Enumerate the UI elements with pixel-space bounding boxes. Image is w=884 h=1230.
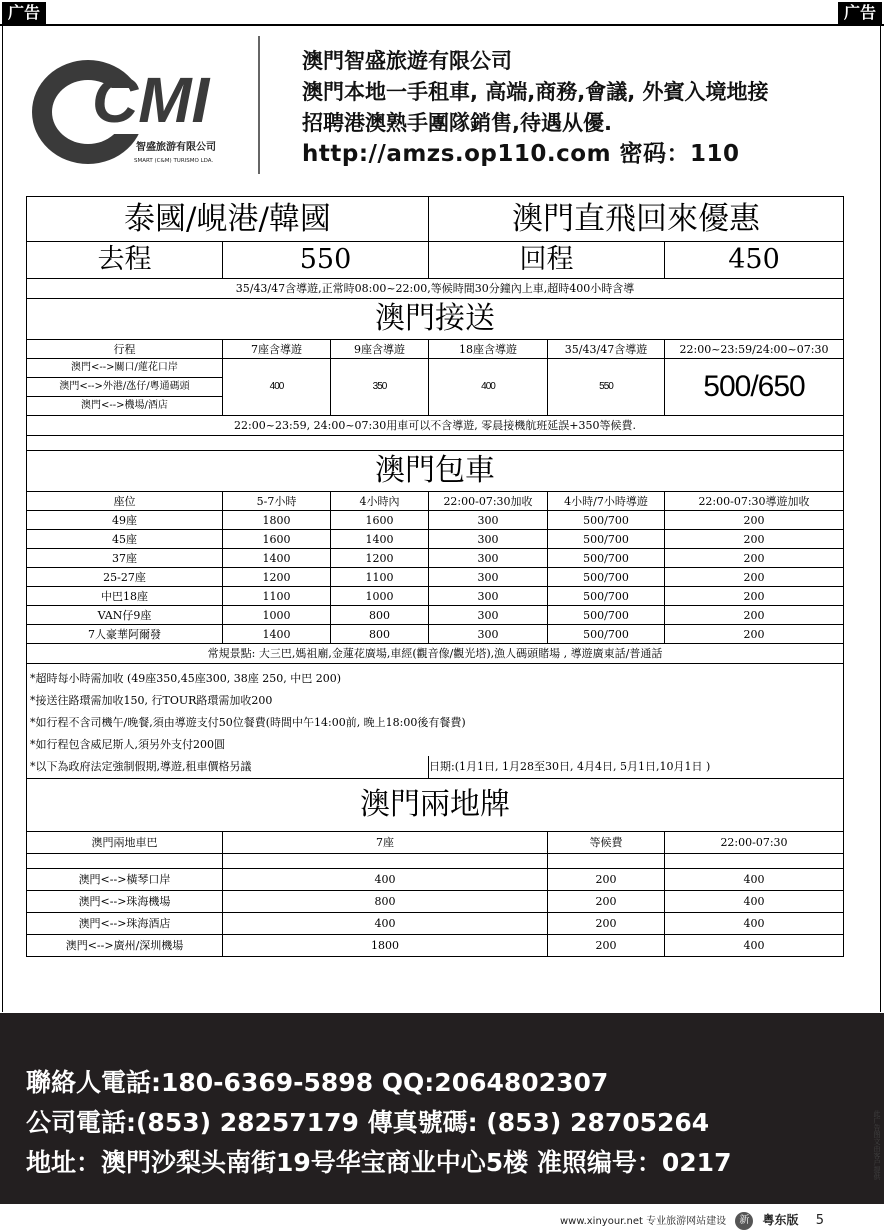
table-cell: 500/700 — [548, 625, 665, 644]
contact-phone: 聯絡人電話:180-6369-5898 QQ:2064802307 — [26, 1068, 609, 1097]
logo-company-cn: 智盛旅游有限公司 — [136, 142, 216, 153]
table-cell: 400 — [665, 891, 844, 913]
side-note: 此广告图文由客户提供 — [873, 1110, 881, 1180]
table-cell: 澳門<-->珠海酒店 — [27, 913, 223, 935]
charter-rule: *接送往路環需加收150, 行TOUR路環需加收200 — [27, 690, 844, 712]
table-cell: 300 — [429, 568, 548, 587]
transfer-price: 400 — [429, 359, 548, 416]
company-phone-fax: 公司電話:(853) 28257179 傳真號碼: (853) 28705264 — [26, 1108, 710, 1137]
transfer-route: 澳門<-->機場/酒店 — [27, 397, 223, 416]
table-cell: 500/700 — [548, 511, 665, 530]
transfer-header: 7座含導遊 — [223, 340, 331, 359]
blank-row — [27, 436, 844, 451]
charter-header: 4小時內 — [331, 492, 429, 511]
table-cell: 澳門<-->橫琴口岸 — [27, 869, 223, 891]
table-cell: VAN仔9座 — [27, 606, 223, 625]
transfer-price: 550 — [548, 359, 665, 416]
table-cell: 25-27座 — [27, 568, 223, 587]
charter-rule: *超時每小時需加收 (49座350,45座300, 38座 250, 中巴 200) — [27, 664, 844, 691]
table-cell: 200 — [548, 935, 665, 957]
back-label: 回程 — [429, 242, 665, 279]
table-cell: 45座 — [27, 530, 223, 549]
table-cell: 1800 — [223, 935, 548, 957]
table-cell: 1000 — [331, 587, 429, 606]
table-cell: 400 — [223, 869, 548, 891]
contact-block — [26, 1063, 731, 1183]
blank-cell — [223, 854, 548, 869]
footer-site[interactable]: www.xinyour.net 专业旅游网站建设 — [559, 1216, 727, 1227]
twoplate-header: 澳門兩地車巴 — [27, 832, 223, 854]
table-cell: 300 — [429, 587, 548, 606]
table-cell: 500/700 — [548, 549, 665, 568]
table-cell: 澳門<-->廣州/深圳機場 — [27, 935, 223, 957]
transfer-price: 350 — [331, 359, 429, 416]
transfer-price: 400 — [223, 359, 331, 416]
ad-tag-right: 广告 — [838, 2, 882, 24]
table-cell: 500/700 — [548, 606, 665, 625]
table-cell: 1200 — [331, 549, 429, 568]
table-cell: 800 — [223, 891, 548, 913]
table-cell: 1800 — [223, 511, 331, 530]
table-cell: 200 — [665, 568, 844, 587]
table-cell: 300 — [429, 625, 548, 644]
charter-header: 座位 — [27, 492, 223, 511]
table-cell: 300 — [429, 549, 548, 568]
table-cell: 1600 — [331, 511, 429, 530]
company-address: 地址：澳門沙梨头南街19号华宝商业中心5楼 准照编号：0217 — [26, 1148, 732, 1177]
flight-note: 35/43/47含導遊,正常時08:00~22:00,等候時間30分鐘內上車,超時400小時含導 — [27, 279, 844, 299]
table-cell: 200 — [665, 606, 844, 625]
charter-spots: 常規景點: 大三巴,媽祖廟,金蓮花廣場,車經(觀音像/觀光塔),漁人碼頭賭場 , 導遊廣東話/普通話 — [27, 644, 844, 664]
blank-cell — [548, 854, 665, 869]
table-cell: 49座 — [27, 511, 223, 530]
table-cell: 200 — [665, 587, 844, 606]
edition-label: 粤东版 — [762, 1213, 799, 1227]
table-cell: 澳門<-->珠海機場 — [27, 891, 223, 913]
twoplate-header: 等候費 — [548, 832, 665, 854]
logo-initials: CMI — [92, 64, 210, 136]
table-cell: 400 — [665, 869, 844, 891]
charter-rule: *如行程包含威尼斯人,須另外支付200圓 — [27, 734, 844, 756]
charter-header: 5-7小時 — [223, 492, 331, 511]
blank-cell — [665, 854, 844, 869]
go-price: 550 — [223, 242, 429, 279]
table-cell: 200 — [665, 549, 844, 568]
transfer-header: 35/43/47含導遊 — [548, 340, 665, 359]
transfer-route: 澳門<-->關口/蓮花口岸 — [27, 359, 223, 378]
table-cell: 200 — [548, 913, 665, 935]
charter-title: 澳門包車 — [27, 451, 844, 492]
table-cell: 37座 — [27, 549, 223, 568]
table-cell: 1600 — [223, 530, 331, 549]
table-cell: 300 — [429, 530, 548, 549]
charter-header: 22:00-07:30導遊加收 — [665, 492, 844, 511]
table-cell: 400 — [665, 913, 844, 935]
table-cell: 400 — [665, 935, 844, 957]
holiday-dates: 日期:(1月1日, 1月28至30日, 4月4日, 5月1日,10月1日 ) — [429, 756, 844, 779]
charter-header: 4小時/7小時導遊 — [548, 492, 665, 511]
table-cell: 中巴18座 — [27, 587, 223, 606]
transfer-note: 22:00~23:59, 24:00~07:30用車可以不含導遊, 零晨接機航班延誤+350等候費. — [27, 416, 844, 436]
ad-tag-left: 广告 — [2, 2, 46, 24]
table-cell: 200 — [665, 625, 844, 644]
charter-header: 22:00-07:30加收 — [429, 492, 548, 511]
table-cell: 300 — [429, 511, 548, 530]
charter-rule: *以下為政府法定強制假期,導遊,租車價格另議 — [27, 756, 429, 779]
flight-title-right: 澳門直飛回來優惠 — [429, 197, 844, 242]
company-services: 澳門本地一手租車, 高端,商務,會議, 外賓入境地接 — [302, 80, 769, 104]
table-cell: 500/700 — [548, 530, 665, 549]
blank-cell — [27, 854, 223, 869]
table-cell: 500/700 — [548, 568, 665, 587]
twoplate-header: 22:00-07:30 — [665, 832, 844, 854]
table-cell: 1200 — [223, 568, 331, 587]
table-cell: 1400 — [223, 625, 331, 644]
page-footer — [560, 1211, 824, 1230]
table-cell: 200 — [665, 511, 844, 530]
transfer-route: 澳門<-->外港/氹仔/粵通碼頭 — [27, 378, 223, 397]
table-cell: 800 — [331, 606, 429, 625]
table-cell: 7人豪華阿爾發 — [27, 625, 223, 644]
company-header — [302, 46, 769, 170]
company-url[interactable]: http://amzs.op110.com 密码：110 — [302, 141, 740, 167]
table-cell: 500/700 — [548, 587, 665, 606]
table-cell: 200 — [548, 891, 665, 913]
table-cell: 1100 — [331, 568, 429, 587]
table-cell: 1400 — [223, 549, 331, 568]
transfer-title: 澳門接送 — [27, 299, 844, 340]
stamp-icon: 新 — [735, 1212, 753, 1230]
table-cell: 200 — [548, 869, 665, 891]
company-logo — [26, 42, 256, 174]
logo-company-en: SMART (C&M) TURISMO LDA. — [134, 158, 214, 164]
company-name: 澳門智盛旅遊有限公司 — [302, 49, 512, 73]
back-price: 450 — [665, 242, 844, 279]
go-label: 去程 — [27, 242, 223, 279]
transfer-header: 行程 — [27, 340, 223, 359]
table-cell: 800 — [331, 625, 429, 644]
table-cell: 200 — [665, 530, 844, 549]
page-number: 5 — [815, 1213, 824, 1228]
transfer-header: 18座含導遊 — [429, 340, 548, 359]
header-divider — [258, 36, 260, 174]
price-table — [26, 196, 843, 957]
twoplate-header: 7座 — [223, 832, 548, 854]
twoplate-title: 澳門兩地牌 — [27, 779, 844, 832]
flight-title-left: 泰國/峴港/韓國 — [27, 197, 429, 242]
transfer-header: 9座含導遊 — [331, 340, 429, 359]
table-cell: 400 — [223, 913, 548, 935]
company-recruit: 招聘港澳熟手團隊銷售,待遇从優. — [302, 111, 612, 135]
transfer-price: 500/650 — [665, 359, 844, 416]
table-cell: 1400 — [331, 530, 429, 549]
table-cell: 1000 — [223, 606, 331, 625]
table-cell: 1100 — [223, 587, 331, 606]
transfer-header: 22:00~23:59/24:00~07:30 — [665, 340, 844, 359]
charter-rule: *如行程不含司機午/晚餐,須由導遊支付50位餐費(時間中午14:00前, 晚上18:00後有餐費) — [27, 712, 844, 734]
table-cell: 300 — [429, 606, 548, 625]
